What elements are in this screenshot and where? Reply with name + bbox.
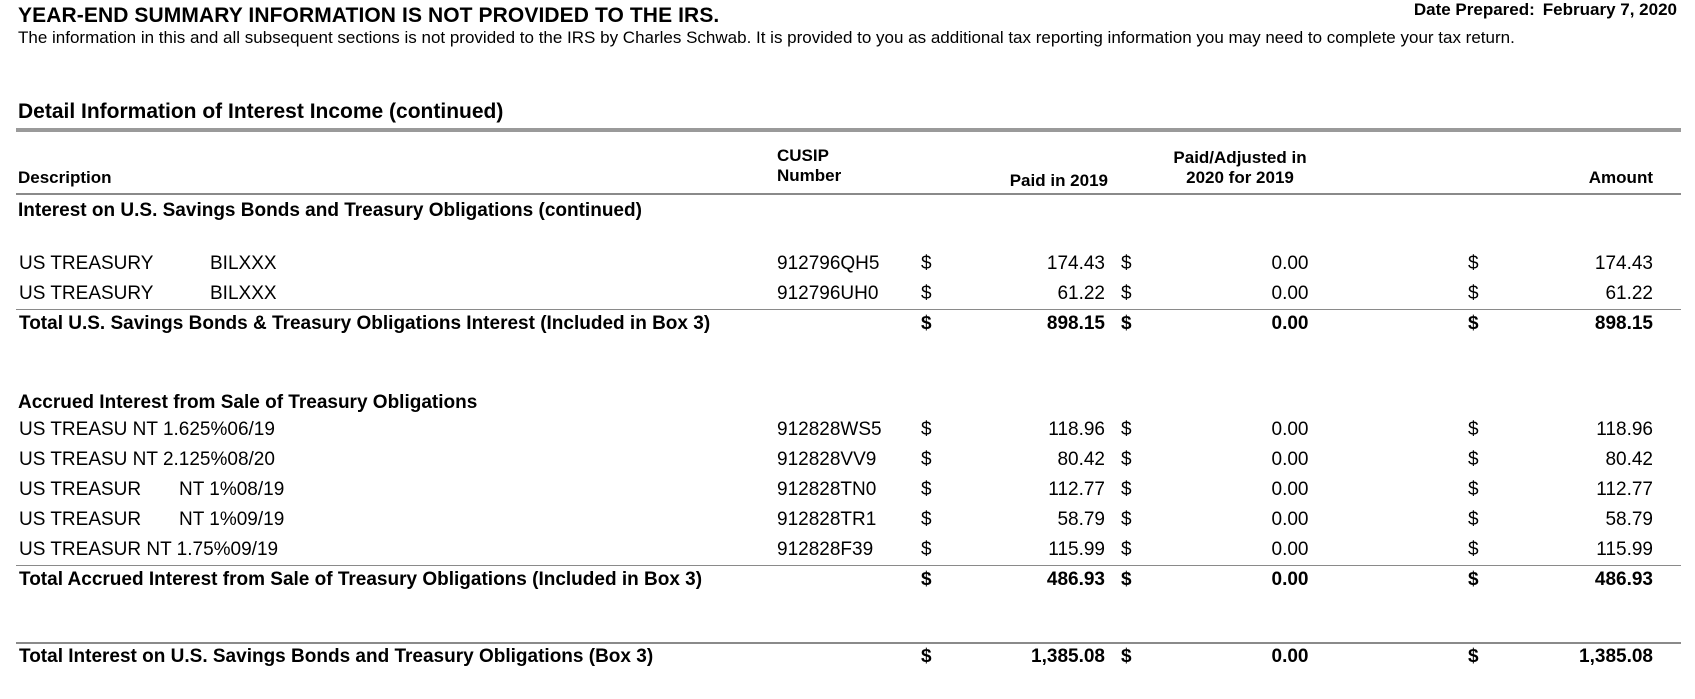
row-description: US TREASUR xyxy=(19,509,142,530)
row-paid-2019: 174.43 xyxy=(1046,253,1105,274)
row-amount: 174.43 xyxy=(1594,253,1653,274)
row-amount: 61.22 xyxy=(1605,283,1653,304)
page-banner: YEAR-END SUMMARY INFORMATION IS NOT PROVIDED TO THE IRS. xyxy=(18,4,720,27)
total-amount: 898.15 xyxy=(1594,313,1653,334)
group-heading: Accrued Interest from Sale of Treasury Obligations xyxy=(18,392,478,413)
dollar-sign: $ xyxy=(921,569,932,590)
section-title: Detail Information of Interest Income (continued) xyxy=(18,100,504,123)
grand-total-paid-2019: 1,385.08 xyxy=(1031,646,1105,667)
dollar-sign: $ xyxy=(921,283,932,304)
grand-total-rule xyxy=(16,642,1681,644)
row-amount: 80.42 xyxy=(1605,449,1653,470)
row-adjusted-2020: 0.00 xyxy=(1271,539,1309,560)
row-paid-2019: 115.99 xyxy=(1048,539,1105,560)
row-description: US TREASUR xyxy=(19,479,142,500)
dollar-sign: $ xyxy=(1468,419,1479,440)
column-header-cusip xyxy=(777,146,841,186)
row-description-suffix: BILXXX xyxy=(210,253,277,274)
row-cusip: 912796QH5 xyxy=(777,253,880,274)
total-paid-2019: 486.93 xyxy=(1046,569,1105,590)
row-cusip: 912828TR1 xyxy=(777,509,877,530)
row-adjusted-2020: 0.00 xyxy=(1271,253,1309,274)
row-cusip: 912828VV9 xyxy=(777,449,877,470)
total-adjusted-2020: 0.00 xyxy=(1271,569,1309,590)
dollar-sign: $ xyxy=(1121,539,1132,560)
dollar-sign: $ xyxy=(1468,646,1479,667)
table-row xyxy=(0,253,1695,281)
subtotal-rule xyxy=(16,565,1681,566)
row-cusip: 912828WS5 xyxy=(777,419,882,440)
table-row xyxy=(0,449,1695,477)
dollar-sign: $ xyxy=(1121,253,1132,274)
irs-disclaimer-note: The information in this and all subsequent sections is not provided to the IRS by Charles Schwab. It is provided to you as additional tax reporting information you may need to complete your tax return. xyxy=(18,28,1515,47)
row-description-suffix: NT 1%09/19 xyxy=(179,509,285,530)
table-row xyxy=(0,283,1695,311)
grand-total-row xyxy=(0,646,1695,674)
grand-total-adjusted-2020: 0.00 xyxy=(1271,646,1309,667)
row-adjusted-2020: 0.00 xyxy=(1271,509,1309,530)
row-description: US TREASU NT 2.125%08/20 xyxy=(19,449,275,470)
dollar-sign: $ xyxy=(1121,509,1132,530)
total-label: Total U.S. Savings Bonds & Treasury Obligations Interest (Included in Box 3) xyxy=(19,313,711,334)
row-adjusted-2020: 0.00 xyxy=(1271,449,1309,470)
row-amount: 58.79 xyxy=(1605,509,1653,530)
row-description-suffix: BILXXX xyxy=(210,283,277,304)
row-description: US TREASURY xyxy=(19,283,154,304)
dollar-sign: $ xyxy=(1121,283,1132,304)
dollar-sign: $ xyxy=(1468,449,1479,470)
dollar-sign: $ xyxy=(1468,479,1479,500)
row-cusip: 912796UH0 xyxy=(777,283,879,304)
dollar-sign: $ xyxy=(1468,283,1479,304)
dollar-sign: $ xyxy=(1468,569,1479,590)
table-row xyxy=(0,479,1695,507)
total-adjusted-2020: 0.00 xyxy=(1271,313,1309,334)
dollar-sign: $ xyxy=(921,449,932,470)
row-paid-2019: 61.22 xyxy=(1057,283,1105,304)
dollar-sign: $ xyxy=(1468,509,1479,530)
dollar-sign: $ xyxy=(1121,646,1132,667)
total-row xyxy=(0,569,1695,597)
row-amount: 118.96 xyxy=(1596,419,1653,440)
column-header-paid: Paid in 2019 xyxy=(1009,171,1108,190)
dollar-sign: $ xyxy=(1121,313,1132,334)
dollar-sign: $ xyxy=(921,313,932,334)
row-paid-2019: 112.77 xyxy=(1048,479,1105,500)
total-paid-2019: 898.15 xyxy=(1046,313,1105,334)
dollar-sign: $ xyxy=(921,419,932,440)
dollar-sign: $ xyxy=(1468,539,1479,560)
table-row xyxy=(0,539,1695,567)
row-adjusted-2020: 0.00 xyxy=(1271,479,1309,500)
table-row xyxy=(0,509,1695,537)
date-prepared-label: Date Prepared: xyxy=(1413,0,1535,19)
column-header-adjusted-line2: 2020 for 2019 xyxy=(1186,168,1294,187)
dollar-sign: $ xyxy=(921,646,932,667)
group-heading: Interest on U.S. Savings Bonds and Treasury Obligations (continued) xyxy=(18,200,642,221)
table-row xyxy=(0,419,1695,447)
column-header-description: Description xyxy=(18,168,112,187)
row-amount: 115.99 xyxy=(1596,539,1653,560)
row-description: US TREASU NT 1.625%06/19 xyxy=(19,419,275,440)
row-cusip: 912828TN0 xyxy=(777,479,877,500)
date-prepared xyxy=(1414,0,1677,20)
dollar-sign: $ xyxy=(1121,569,1132,590)
row-description-suffix: NT 1%08/19 xyxy=(179,479,285,500)
column-header-cusip-line1: CUSIP xyxy=(777,146,829,165)
date-prepared-value: February 7, 2020 xyxy=(1542,0,1677,19)
total-row xyxy=(0,313,1695,341)
dollar-sign: $ xyxy=(921,253,932,274)
section-title-rule xyxy=(16,128,1681,132)
dollar-sign: $ xyxy=(1121,449,1132,470)
dollar-sign: $ xyxy=(921,539,932,560)
row-cusip: 912828F39 xyxy=(777,539,874,560)
subtotal-rule xyxy=(16,309,1681,310)
row-paid-2019: 80.42 xyxy=(1057,449,1105,470)
dollar-sign: $ xyxy=(1468,253,1479,274)
column-header-adjusted-line1: Paid/Adjusted in xyxy=(1173,148,1307,167)
row-amount: 112.77 xyxy=(1596,479,1653,500)
row-paid-2019: 118.96 xyxy=(1048,419,1105,440)
dollar-sign: $ xyxy=(921,509,932,530)
row-adjusted-2020: 0.00 xyxy=(1271,419,1309,440)
grand-total-label: Total Interest on U.S. Savings Bonds and Treasury Obligations (Box 3) xyxy=(19,646,654,667)
row-description: US TREASUR NT 1.75%09/19 xyxy=(19,539,279,560)
row-description: US TREASURY xyxy=(19,253,154,274)
dollar-sign: $ xyxy=(921,479,932,500)
dollar-sign: $ xyxy=(1121,479,1132,500)
dollar-sign: $ xyxy=(1468,313,1479,334)
column-header-cusip-line2: Number xyxy=(777,166,842,185)
row-paid-2019: 58.79 xyxy=(1057,509,1105,530)
grand-total-amount: 1,385.08 xyxy=(1579,646,1653,667)
column-header-adjusted xyxy=(1140,148,1340,188)
total-label: Total Accrued Interest from Sale of Treasury Obligations (Included in Box 3) xyxy=(19,569,703,590)
dollar-sign: $ xyxy=(1121,419,1132,440)
row-adjusted-2020: 0.00 xyxy=(1271,283,1309,304)
column-header-amount: Amount xyxy=(1588,168,1653,187)
total-amount: 486.93 xyxy=(1594,569,1653,590)
column-header-rule xyxy=(16,193,1681,195)
